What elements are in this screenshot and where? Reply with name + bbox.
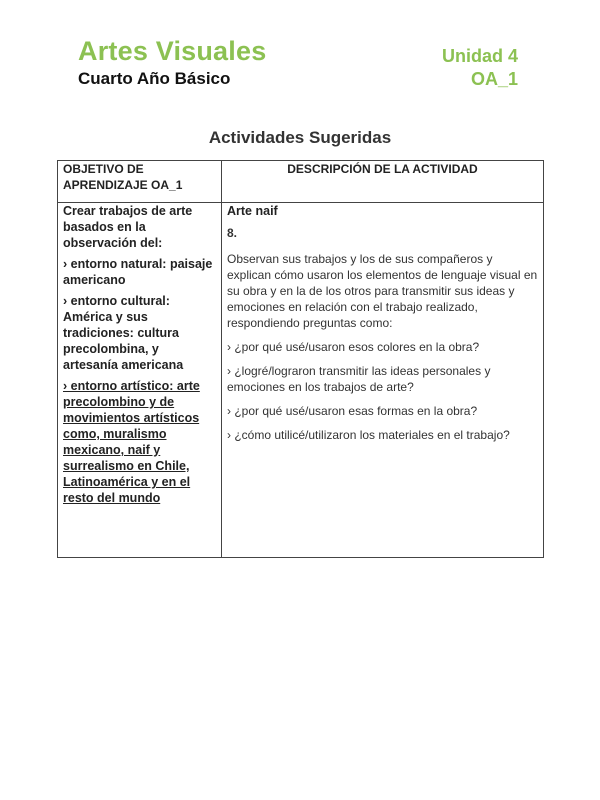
activity-description: Observan sus trabajos y los de sus compañeros y explican cómo usaron los elementos de lenguaje visual en su obra y en la de los otros para transmitir sus ideas y emociones en relación con el trabajo realizado, respondiendo preguntas como:	[227, 252, 538, 330]
activity-question: › ¿cómo utilicé/utilizaron los materiales en el trabajo?	[227, 428, 510, 442]
header-objective: OBJETIVO DE APRENDIZAJE OA_1	[58, 161, 222, 203]
activity-title: Arte naif	[227, 204, 278, 218]
activity-number: 8.	[227, 226, 238, 240]
document-subtitle: Cuarto Año Básico	[78, 69, 231, 88]
objective-intro: Crear trabajos de arte basados en la observación del:	[63, 204, 193, 250]
activities-table	[57, 160, 544, 558]
header-description: DESCRIPCIÓN DE LA ACTIVIDAD	[222, 161, 544, 203]
unit-label: Unidad 4	[441, 46, 518, 66]
oa-label: OA_1	[470, 69, 518, 89]
activity-question: › ¿logré/lograron transmitir las ideas personales y emociones en los trabajos de arte?	[227, 364, 491, 394]
objective-item-artistic: › entorno artístico: arte precolombino y de movimientos artísticos como, muralismo mexicano, naif y surrealismo en Chile, Latinoamérica y en el resto del mundo	[63, 379, 200, 505]
table-row	[58, 203, 544, 558]
section-title: Actividades Sugeridas	[208, 128, 392, 147]
activity-cell	[222, 203, 544, 558]
table-header-row	[58, 161, 544, 203]
activity-question: › ¿por qué usé/usaron esas formas en la obra?	[227, 404, 478, 418]
document-title: Artes Visuales	[78, 36, 267, 66]
objective-item-cultural: › entorno cultural: América y sus tradiciones: cultura precolombina, y artesanía americana	[63, 294, 184, 372]
objective-cell	[58, 203, 222, 558]
activity-question: › ¿por qué usé/usaron esos colores en la obra?	[227, 340, 480, 354]
page-header	[78, 36, 518, 96]
objective-item-natural: › entorno natural: paisaje americano	[63, 257, 213, 287]
